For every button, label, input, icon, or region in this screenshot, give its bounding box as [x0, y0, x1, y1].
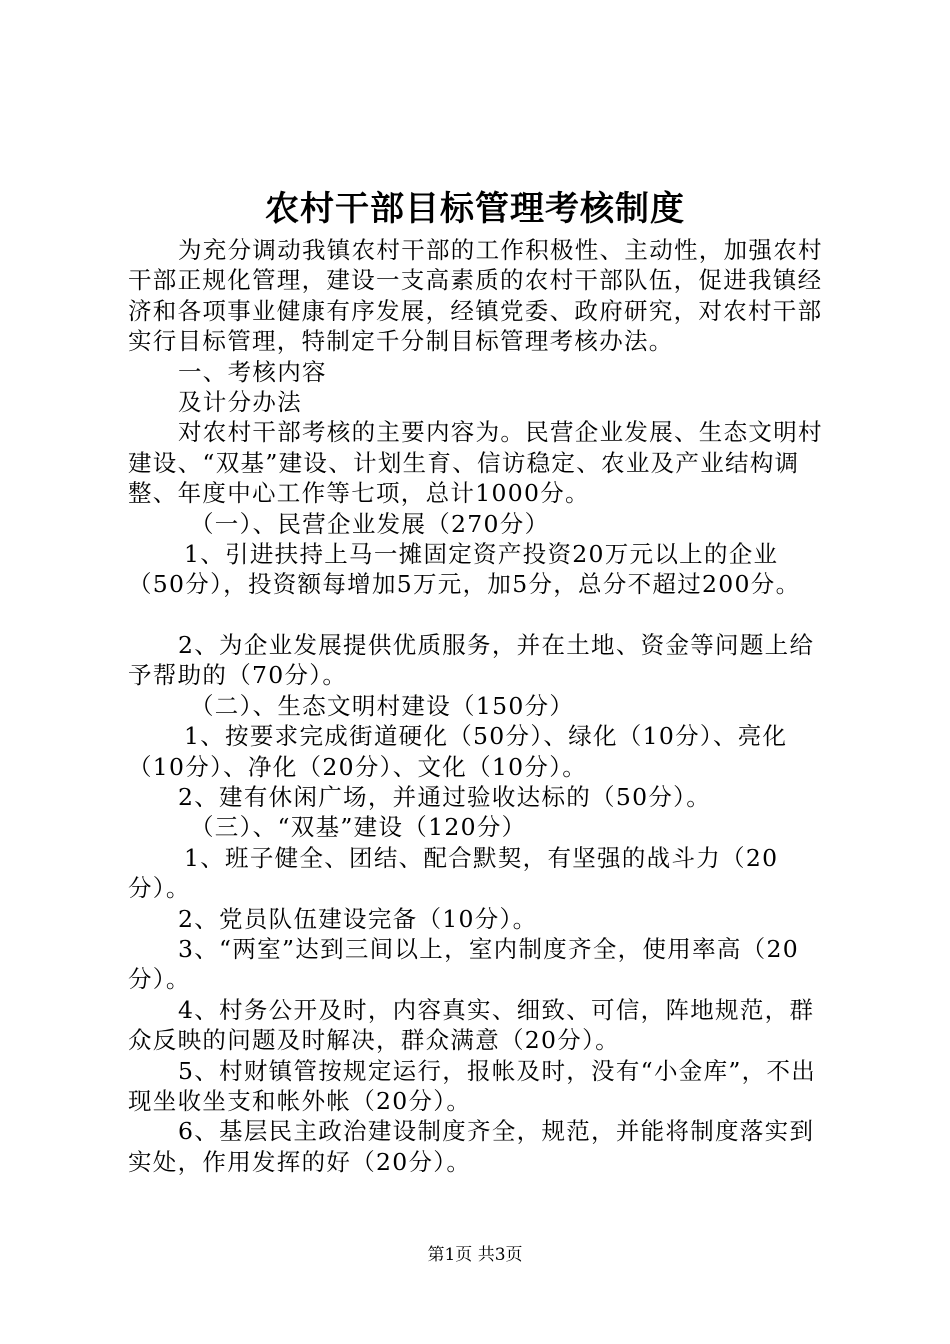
list-item: 2、党员队伍建设完备（10分）。: [178, 904, 538, 933]
document-title: 农村干部目标管理考核制度: [265, 189, 685, 229]
paragraph-intro: 为充分调动我镇农村干部的工作积极性、主动性，加强农村干部正规化管理，建设一支高素质的农村干部队伍，促进我镇经济和各项事业健康有序发展，经镇党委、政府研究，对农村干部实行目标管理，特制定千分制目标管理考核办法。: [128, 236, 823, 356]
subsection-heading-3: （三）、“双基”建设（120分）: [190, 813, 527, 842]
section-heading-1: 一、考核内容: [178, 357, 327, 386]
blank-line: [128, 600, 828, 630]
list-item: 4、村务公开及时，内容真实、细致、可信，阵地规范，群众反映的问题及时解决，群众满意（20分）。: [128, 995, 815, 1055]
list-item: 1、按要求完成街道硬化（50分）、绿化（10分）、亮化（10分）、净化（20分）、文化（10分）。: [128, 722, 788, 781]
page-footer: 第1页 共3页: [427, 1245, 523, 1265]
list-item: 2、建有休闲广场，并通过验收达标的（50分）。: [178, 782, 712, 811]
list-item: 5、村财镇管按规定运行，报帐及时，没有“小金库”，不出现坐收坐支和帐外帐（20分）。: [128, 1056, 817, 1115]
section-heading-1-cont: 及计分办法: [178, 388, 302, 417]
paragraph-assessment-overview: 对农村干部考核的主要内容为。民营企业发展、生态文明村建设、“双基”建设、计划生育、信访稳定、农业及产业结构调整、年度中心工作等七项，总计1000分。: [128, 418, 823, 508]
list-item: 1、引进扶持上马一摊固定资产投资20万元以上的企业（50分），投资额每增加5万元，加5分，总分不超过200分。: [128, 540, 801, 599]
subsection-heading-2: （二）、生态文明村建设（150分）: [190, 691, 575, 720]
list-item: 2、为企业发展提供优质服务，并在土地、资金等问题上给予帮助的（70分）。: [128, 630, 815, 690]
list-item: 1、班子健全、团结、配合默契，有坚强的战斗力（20分）。: [128, 843, 779, 903]
list-item: 6、基层民主政治建设制度齐全，规范，并能将制度落实到实处，作用发挥的好（20分）。: [128, 1117, 815, 1176]
list-item: 3、“两室”达到三间以上，室内制度齐全，使用率高（20分）。: [128, 934, 799, 994]
subsection-heading-1: （一）、民营企业发展（270分）: [190, 509, 550, 538]
document-body: [128, 235, 828, 1177]
